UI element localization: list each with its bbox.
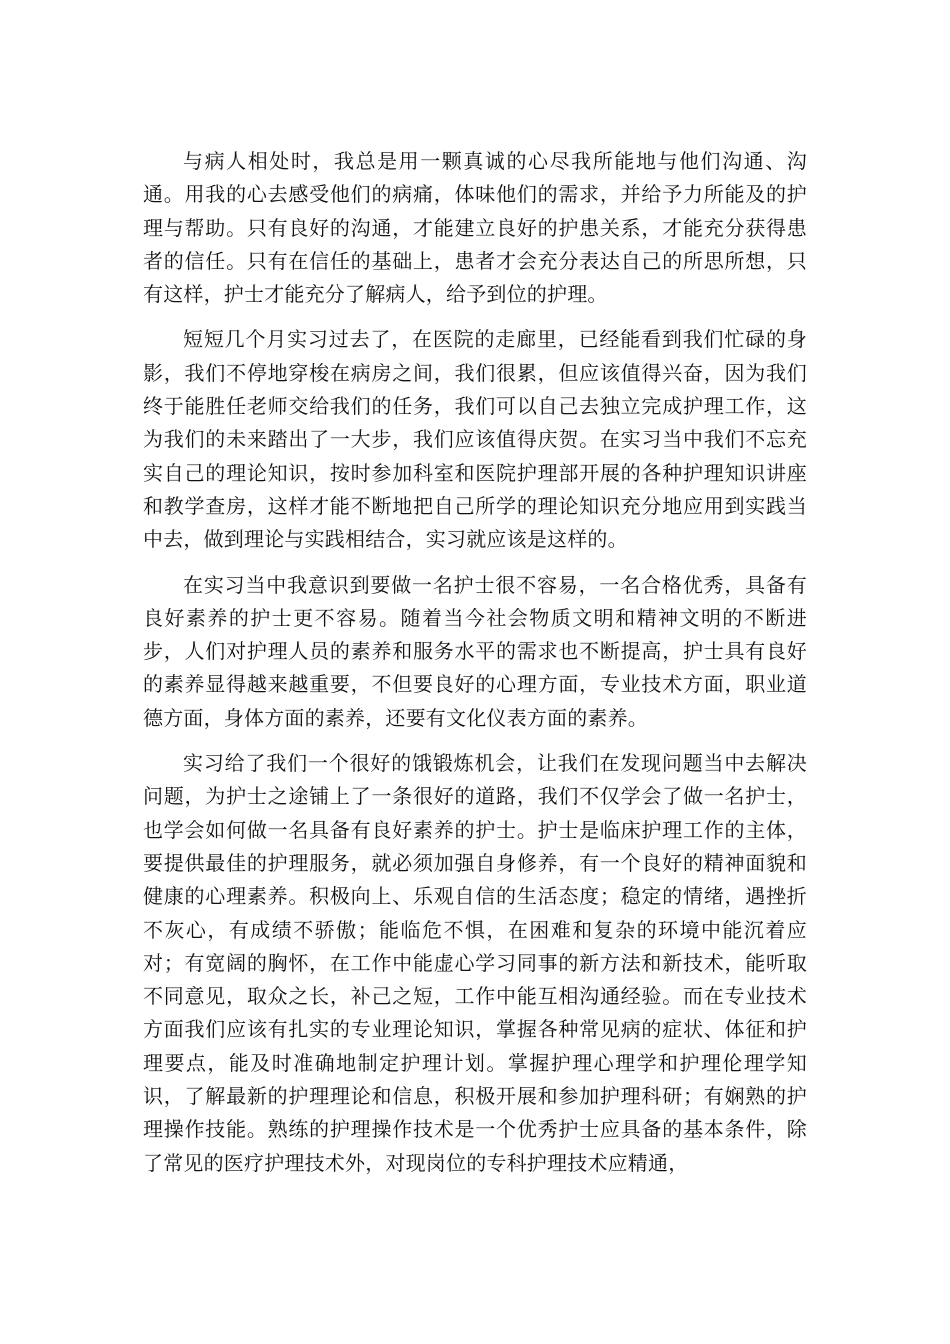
paragraph-4: 实习给了我们一个很好的饿锻炼机会，让我们在发现问题当中去解决问题，为护士之途铺上了一条很好的道路，我们不仅学会了做一名护士，也学会如何做一名具备有良好素养的护士。护士是临床护理工作的主体，要提供最佳的护理服务，就必须加强自身修养，有一个良好的精神面貌和健康的心理素养。积极向上、乐观自信的生活态度；稳定的情绪，遇挫折不灰心，有成绩不骄傲；能临危不惧，在困难和复杂的环境中能沉着应对；有宽阔的胸怀，在工作中能虚心学习同事的新方法和新技术，能听取不同意见，取众之长，补己之短，工作中能互相沟通经验。而在专业技术方面我们应该有扎实的专业理论知识，掌握各种常见病的症状、体征和护理要点，能及时准确地制定护理计划。掌握护理心理学和护理伦理学知识，了解最新的护理理论和信息，积极开展和参加护理科研；有娴熟的护理操作技能。熟练的护理操作技术是一个优秀护士应具备的基本条件，除了常见的医疗护理技术外，对现岗位的专科护理技术应精通， [143, 751, 807, 1175]
paragraph-2: 短短几个月实习过去了，在医院的走廊里，已经能看到我们忙碌的身影，我们不停地穿梭在病房之间，我们很累，但应该值得兴奋，因为我们终于能胜任老师交给我们的任务，我们可以自己去独立完成护理工作，这为我们的未来踏出了一大步，我们应该值得庆贺。在实习当中我们不忘充实自己的理论知识，按时参加科室和医院护理部开展的各种护理知识讲座和教学查房，这样才能不断地把自己所学的理论知识充分地应用到实践当中去，做到理论与实践相结合，实习就应该是这样的。 [143, 327, 807, 552]
document-body [143, 145, 807, 1192]
paragraph-1: 与病人相处时，我总是用一颗真诚的心尽我所能地与他们沟通、沟通。用我的心去感受他们的病痛，体味他们的需求，并给予力所能及的护理与帮助。只有良好的沟通，才能建立良好的护患关系，才能充分获得患者的信任。只有在信任的基础上，患者才会充分表达自己的所思所想，只有这样，护士才能充分了解病人，给予到位的护理。 [143, 149, 807, 307]
paragraph-3: 在实习当中我意识到要做一名护士很不容易，一名合格优秀，具备有良好素养的护士更不容易。随着当今社会物质文明和精神文明的不断进步，人们对护理人员的素养和服务水平的需求也不断提高，护士具有良好的素养显得越来越重要，不但要良好的心理方面，专业技术方面，职业道德方面，身体方面的素养，还要有文化仪表方面的素养。 [143, 572, 807, 730]
